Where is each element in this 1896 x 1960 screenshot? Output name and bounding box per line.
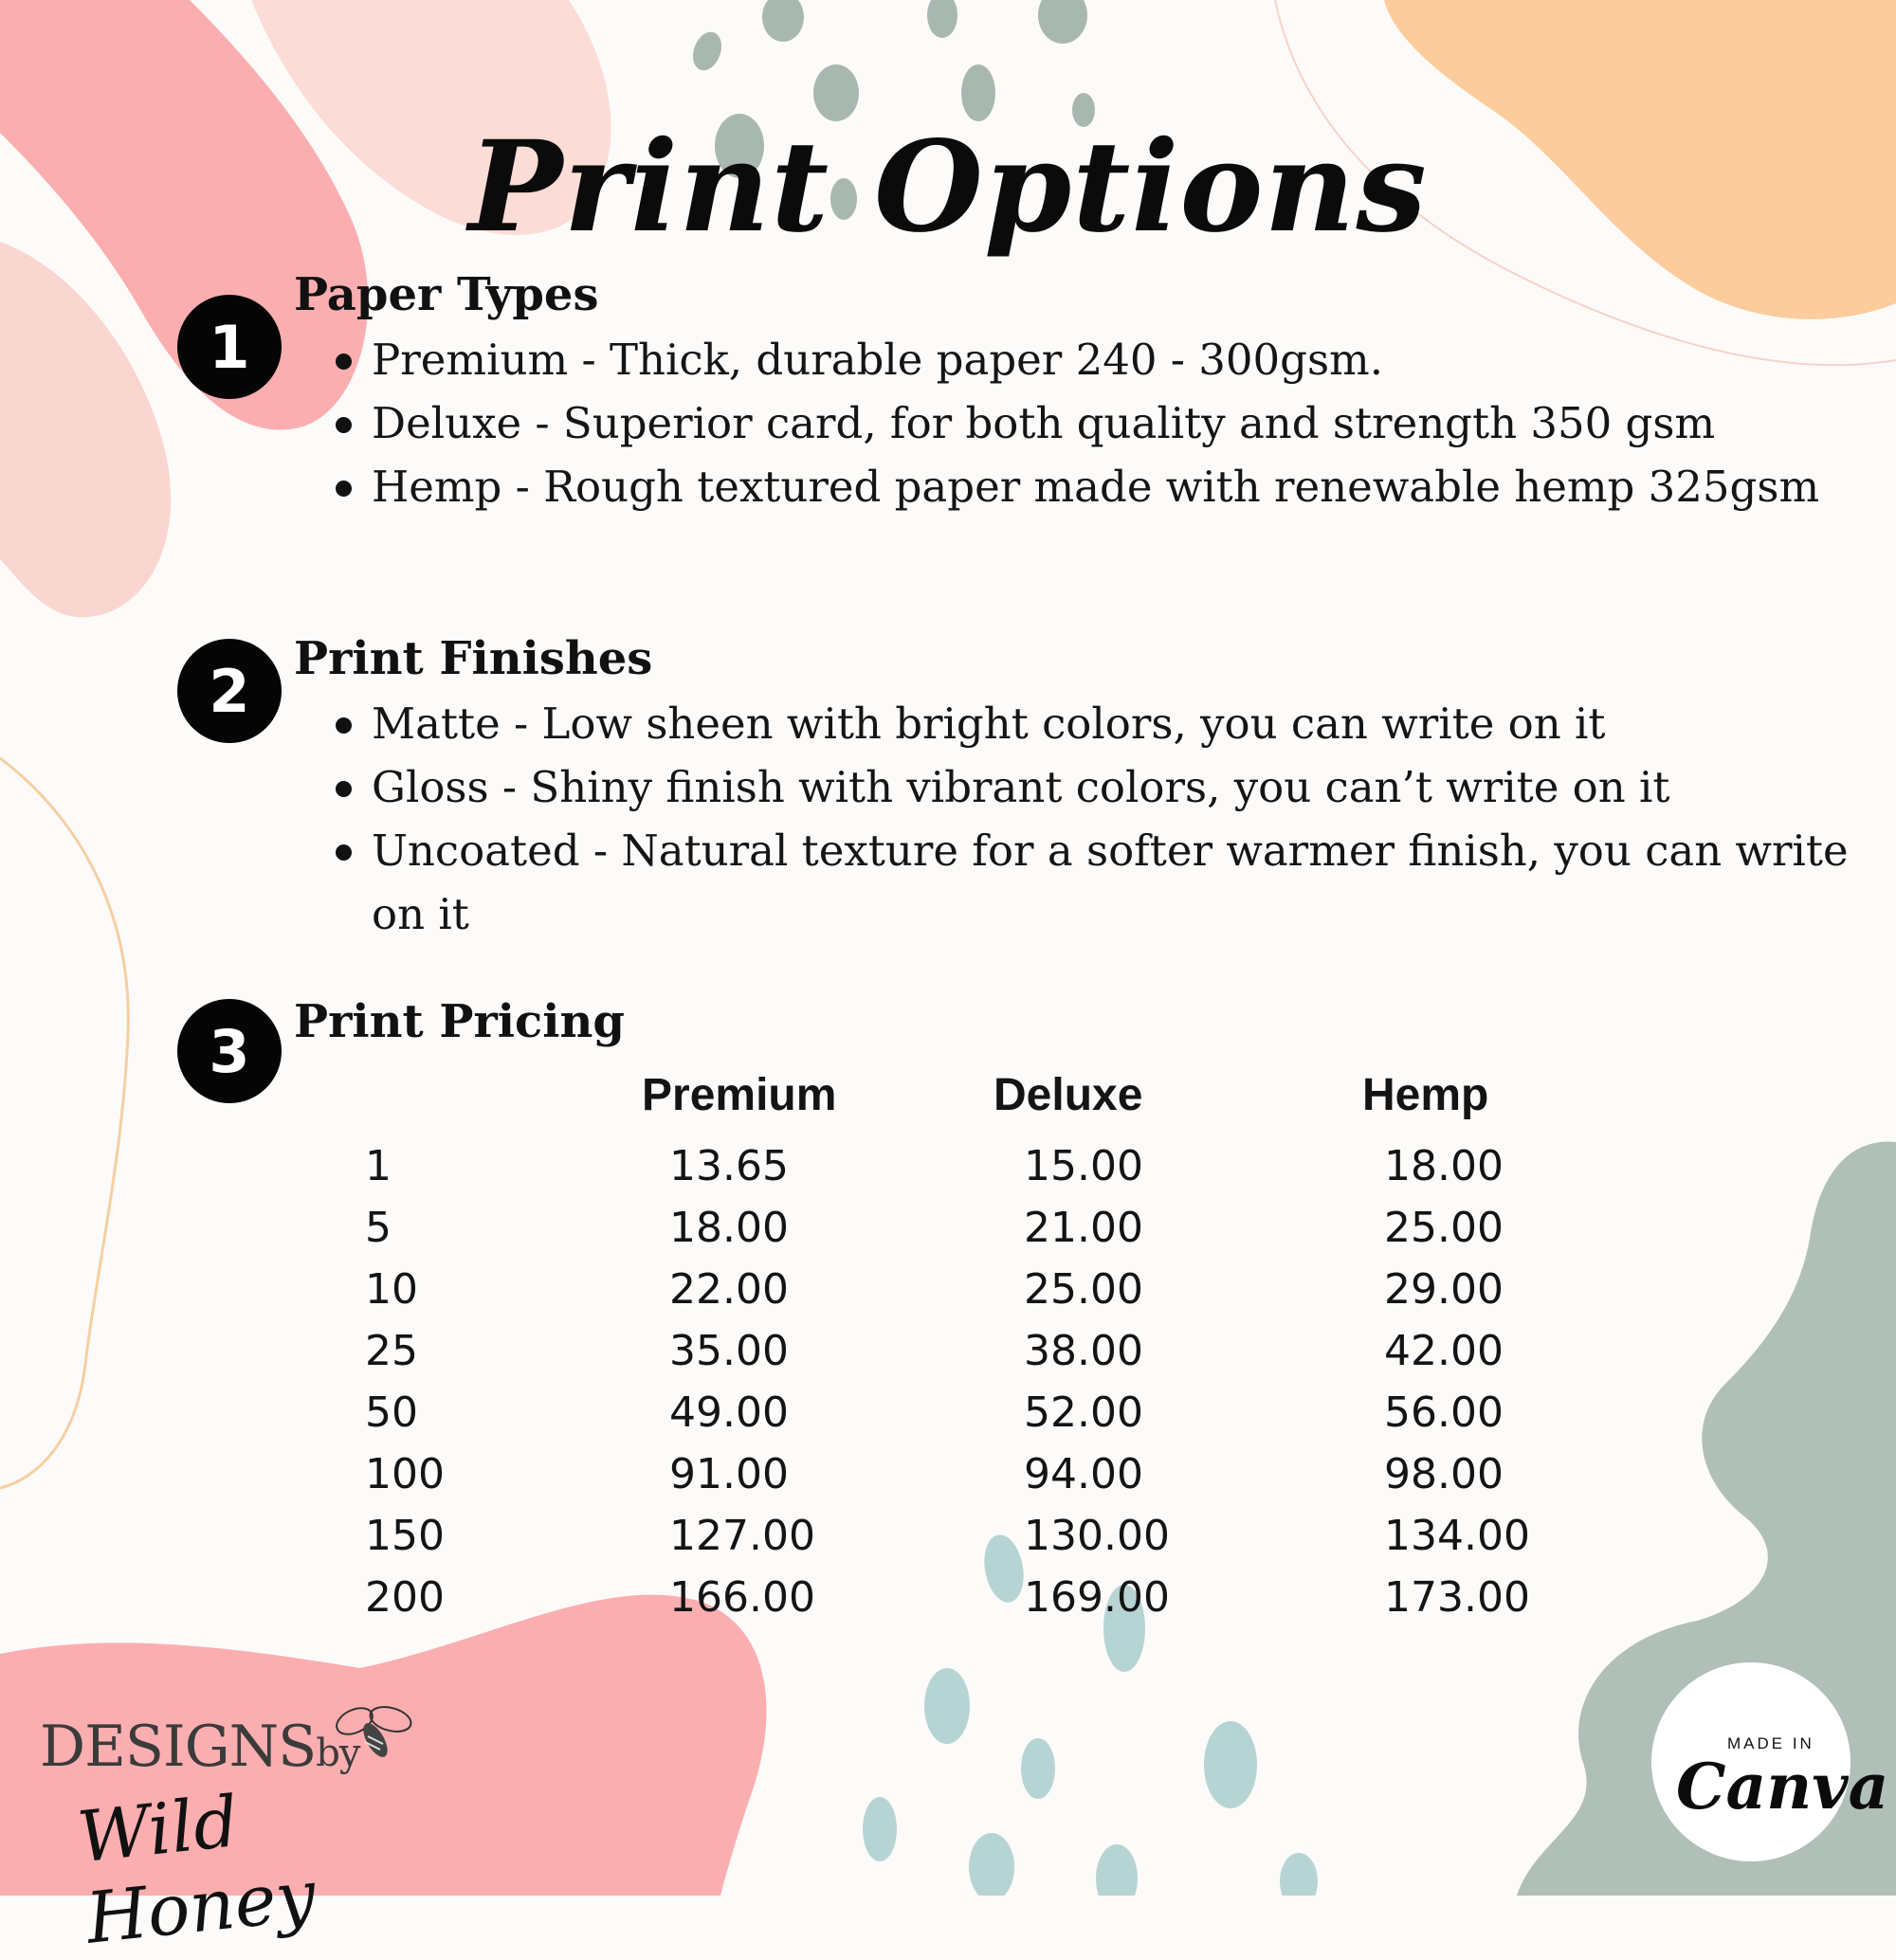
pricing-cell-premium: 166.00 (669, 1573, 815, 1622)
brand-logo-line1: DESIGNSby (40, 1714, 360, 1780)
pricing-cell-hemp: 25.00 (1384, 1204, 1504, 1252)
made-in-canva-badge (1651, 1662, 1889, 1861)
bullet-dot-icon (336, 781, 352, 797)
pricing-cell-deluxe: 38.00 (1024, 1327, 1143, 1375)
section-title-print-pricing: Print Pricing (294, 995, 625, 1048)
pricing-cell-qty: 100 (365, 1450, 445, 1498)
pricing-cell-deluxe: 130.00 (1024, 1512, 1170, 1560)
pricing-cell-deluxe: 25.00 (1024, 1265, 1143, 1314)
list-item-text: Deluxe - Superior card, for both quality and strength 350 gsm (372, 398, 1716, 448)
print-finishes-list (330, 692, 1866, 946)
pricing-cell-hemp: 18.00 (1384, 1142, 1504, 1190)
pricing-cell-deluxe: 52.00 (1024, 1388, 1143, 1437)
page-title: Print Options (468, 114, 1428, 261)
pricing-cell-hemp: 56.00 (1384, 1388, 1504, 1437)
section-title-paper-types: Paper Types (294, 268, 599, 321)
bullet-dot-icon (336, 717, 352, 734)
list-item (330, 391, 1866, 455)
brand-logo (34, 1697, 413, 1960)
pricing-cell-hemp: 173.00 (1384, 1573, 1530, 1622)
list-item-text: Gloss - Shiny finish with vibrant colors, you can’t write on it (372, 762, 1670, 812)
step-1-badge: 1 (177, 295, 282, 399)
list-item (330, 755, 1866, 819)
column-header-deluxe: Deluxe (994, 1070, 1143, 1120)
paper-types-list (330, 328, 1866, 518)
list-item (330, 692, 1866, 755)
bullet-dot-icon (336, 844, 352, 861)
column-header-premium: Premium (642, 1070, 837, 1120)
list-item-text: Uncoated - Natural texture for a softer warmer finish, you can write on it (372, 826, 1849, 939)
pricing-cell-premium: 18.00 (669, 1204, 789, 1252)
canva-wordmark: Canva (1676, 1750, 1889, 1824)
bullet-dot-icon (336, 481, 352, 497)
pricing-cell-premium: 22.00 (669, 1265, 789, 1314)
list-item (330, 455, 1866, 518)
column-header-hemp: Hemp (1362, 1070, 1489, 1120)
pricing-cell-deluxe: 94.00 (1024, 1450, 1143, 1498)
section-title-print-finishes: Print Finishes (294, 632, 653, 685)
list-item-text: Premium - Thick, durable paper 240 - 300gsm. (372, 335, 1384, 385)
pricing-cell-premium: 13.65 (669, 1142, 789, 1190)
pricing-cell-qty: 10 (365, 1265, 418, 1314)
canva-made-in-text: MADE IN (1727, 1734, 1814, 1752)
step-2-badge: 2 (177, 639, 282, 743)
pricing-cell-qty: 50 (365, 1388, 418, 1437)
list-item-text: Matte - Low sheen with bright colors, you can write on it (372, 699, 1606, 749)
step-3-badge: 3 (177, 999, 282, 1103)
pricing-cell-hemp: 42.00 (1384, 1327, 1504, 1375)
list-item (330, 819, 1866, 946)
bullet-dot-icon (336, 354, 352, 370)
pricing-cell-deluxe: 169.00 (1024, 1573, 1170, 1622)
bee-icon (334, 1702, 419, 1769)
pricing-cell-hemp: 98.00 (1384, 1450, 1504, 1498)
pricing-cell-premium: 127.00 (669, 1512, 815, 1560)
pricing-cell-qty: 200 (365, 1573, 445, 1622)
pricing-cell-qty: 25 (365, 1327, 418, 1375)
pricing-cell-hemp: 29.00 (1384, 1265, 1504, 1314)
pricing-cell-premium: 49.00 (669, 1388, 789, 1437)
pricing-cell-qty: 5 (365, 1204, 392, 1252)
pricing-cell-qty: 150 (365, 1512, 445, 1560)
bullet-dot-icon (336, 417, 352, 433)
brand-logo-line2: Wild Honey (73, 1781, 319, 1960)
pricing-cell-premium: 35.00 (669, 1327, 789, 1375)
pricing-cell-deluxe: 21.00 (1024, 1204, 1143, 1252)
pricing-cell-deluxe: 15.00 (1024, 1142, 1143, 1190)
list-item-text: Hemp - Rough textured paper made with renewable hemp 325gsm (372, 462, 1820, 512)
pricing-cell-hemp: 134.00 (1384, 1512, 1530, 1560)
list-item (330, 328, 1866, 391)
pricing-cell-premium: 91.00 (669, 1450, 789, 1498)
pricing-cell-qty: 1 (365, 1142, 392, 1190)
